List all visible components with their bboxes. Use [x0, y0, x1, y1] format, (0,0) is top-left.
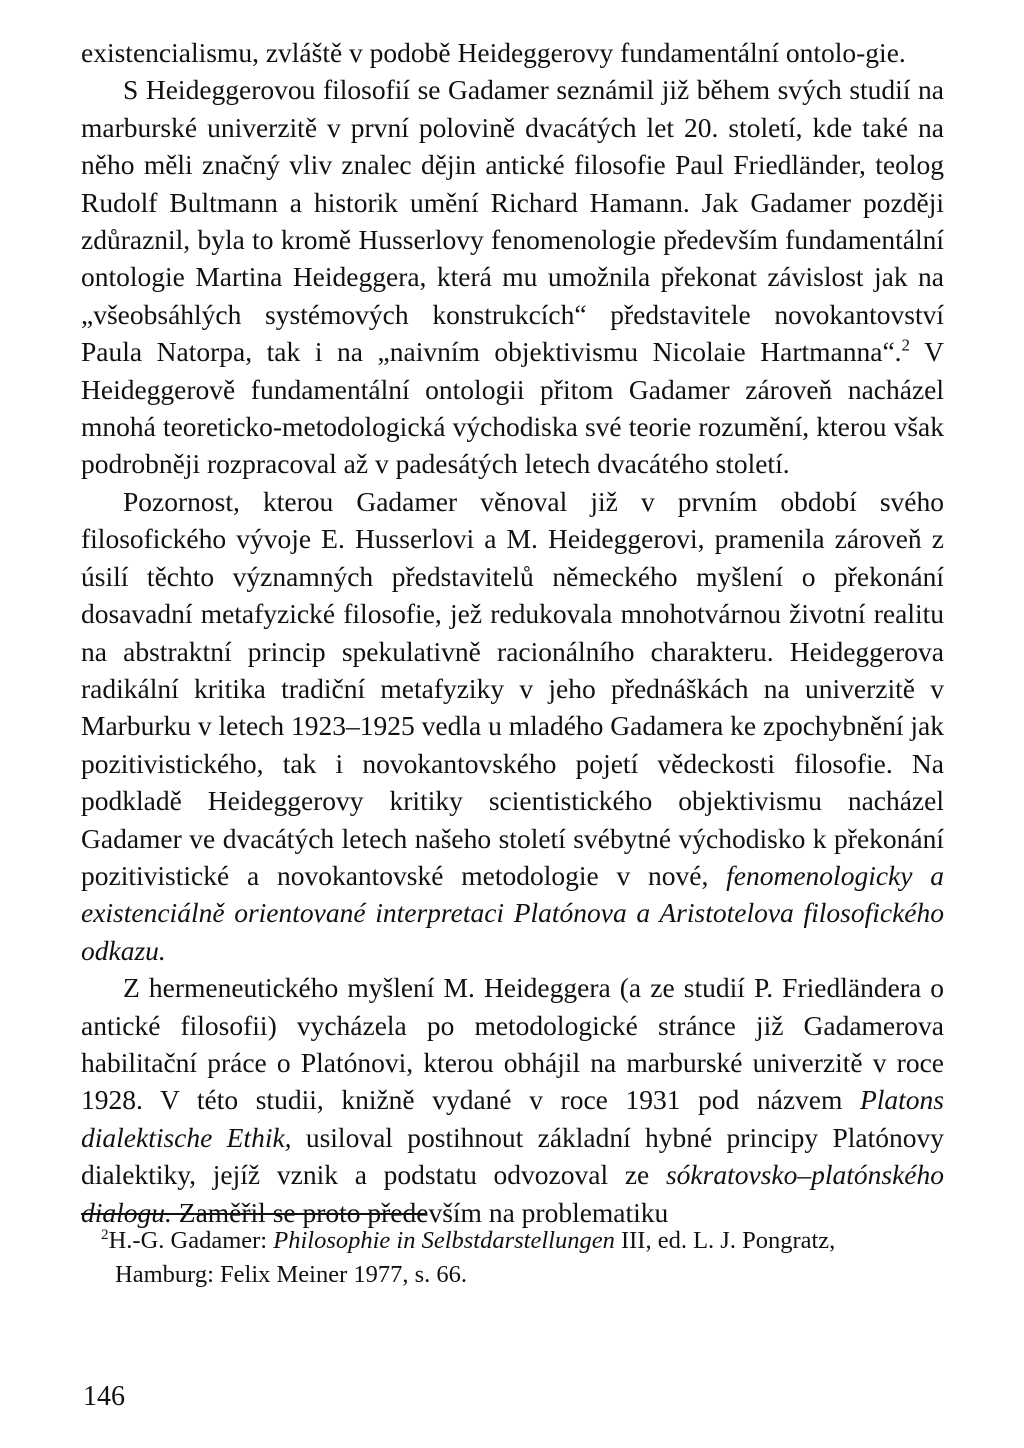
page-number: 146 [83, 1381, 125, 1412]
italic-phrase: Platons dialektische Ethik, [81, 1084, 944, 1153]
text-run: Pozornost, kterou Gadamer věnoval již v prvním období svého filosofického vývoje E. Husserlovi a M. Heideggerovi, pramenila zároveň z úsilí těchto významných představitelů německého myšlení o překonání dosavadní metafyzické filosofie, jež redukovala mnohotvárnou životní realitu na abstraktní princip spekulativně racionálního charakteru. Heideggerova radikální kritika tradiční metafyziky v jeho přednáškách na univerzitě v Marburku v letech 1923–1925 vedla u mladého Gadamera ke zpochybnění jak pozitivistického, tak i novokantovského pojetí vědeckosti filosofie. Na podkladě Heideggerovy kritiky scientistického objektivismu nacházel Gadamer ve dvacátých letech našeho století svébytné východisko k překonání pozitivistické a novokantovské metodologie v nové, [81, 485, 944, 891]
text-run: usiloval postihnout základní hybné principy Platónovy dialektiky, jejíž vznik a podstatu odvozoval ze [81, 1121, 945, 1191]
footnote-book-title: Philosophie in Selbstdarstellungen [273, 1227, 615, 1254]
paragraph [81, 483, 944, 969]
footnote-reference: 2 [901, 335, 911, 355]
text-run: S Heideggerovou filosofií se Gadamer seznámil již během svých studií na marburské univerzitě v první polovině dvacátých let 20. století, kde také na něho měli značný vliv znalec dějin antické filosofie Paul Friedländer, teolog Rudolf Bultmann a historik umění Richard Hamann. Jak Gadamer později zdůraznil, byla to kromě Husserlovy fenomenologie především fundamentální ontologie Martina Heideggera, která mu umožnila překonat závislost jak na „všeobsáhlých systémových konstrukcích“ představitele novokantovství Paula Natorpa, tak i na „naivním objektivismu Nicolaie Hartmanna“. [81, 74, 944, 368]
footnote-edition: III, ed. L. J. Pongratz, [614, 1227, 836, 1254]
italic-phrase: sókratovsko–platónského dialogu. [81, 1159, 944, 1228]
footnote-author: H.-G. Gadamer: [108, 1227, 274, 1254]
page-body [81, 34, 944, 1231]
text-run: V Heideggerově fundamentální ontologii přitom Gadamer zároveň nacházel mnohá teoreticko-metodologická východiska své teorie rozumění, kterou však podrobněji rozpracoval až v padesátých letech dvacátého století. [81, 336, 944, 480]
italic-phrase: fenomenologicky a existenciálně orientované interpretaci Platónova a Aristotelova filosofického odkazu. [81, 859, 944, 966]
paragraph [81, 71, 944, 482]
footnote [81, 1224, 944, 1292]
text-run: Z hermeneutického myšlení M. Heideggera (a ze studií P. Friedländera o antické filosofii) vycházela po metodologické stránce již Gadamerova habilitační práce o Platónovi, kterou obhájil na marburské univerzitě v roce 1928. V této studii, knižně vydané v roce 1931 pod názvem [81, 972, 944, 1116]
footnote-line-2: Hamburg: Felix Meiner 1977, s. 66. [115, 1261, 468, 1288]
text-run: Zaměřil se proto především na problematiku [171, 1196, 669, 1228]
body-text [81, 34, 944, 1231]
footnote-separator [81, 1213, 425, 1215]
paragraph [81, 34, 944, 71]
text-run: existencialismu, zvláště v podobě Heideggerovy fundamentální ontolo-gie. [81, 37, 906, 68]
footnote-marker: 2 [101, 1225, 109, 1243]
paragraph [81, 969, 944, 1231]
footnote-line-1 [81, 1224, 944, 1258]
